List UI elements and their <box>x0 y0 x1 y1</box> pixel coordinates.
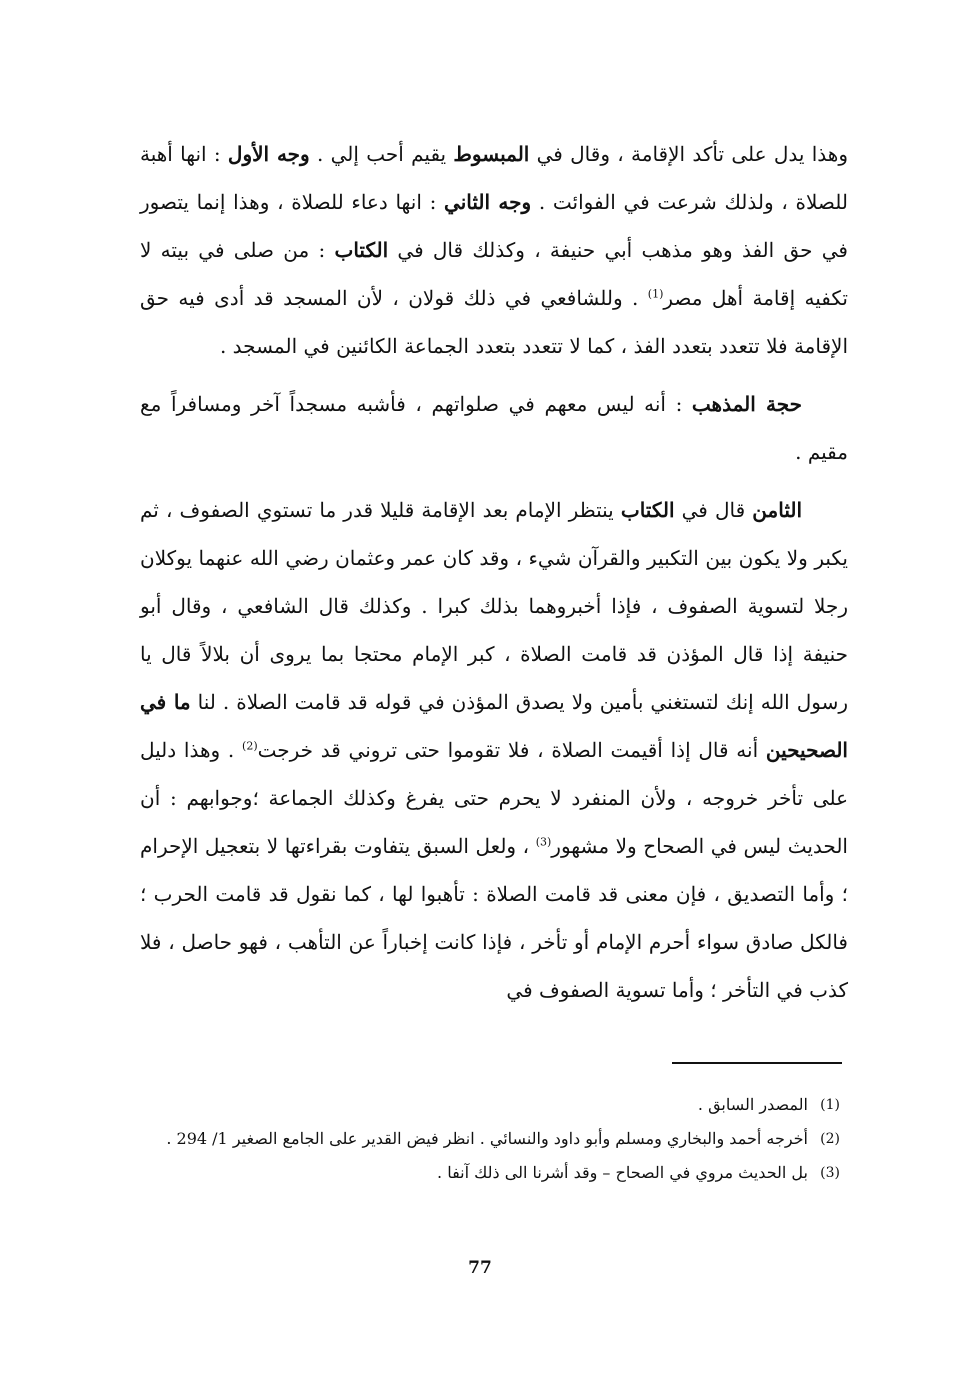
bold-term: وجه الأول <box>227 142 310 166</box>
text-run: . وهذا دليل على تأخر خروجه ، ولأن المنفرد لا يحرم حتى يفرغ وكذلك الجماعة ؛وجوابهم : أن الحديث ليس في الصحاح ولا مشهور <box>140 738 848 858</box>
text-run: قال في <box>674 498 753 522</box>
bold-term: ما في الصحيحين <box>140 690 848 762</box>
bold-term: الكتاب <box>334 238 389 262</box>
footnote-text: أخرجه أحمد والبخاري ومسلم وأبو داود والنسائي . انظر فيض القدير على الجامع الصغير 1/ 294 . <box>166 1129 808 1148</box>
footnote-reference[interactable]: (1) <box>647 287 664 301</box>
footnote-number: (2) <box>820 1131 840 1147</box>
bold-term: الثامن <box>752 498 802 522</box>
text-run: : من صلى في بيته لا تكفيه إقامة أهل مصر <box>140 238 848 310</box>
footnote-number: (1) <box>820 1097 840 1113</box>
footnotes <box>160 1090 840 1192</box>
footnote-reference[interactable]: (3) <box>535 835 552 849</box>
footnote-text: المصدر السابق . <box>697 1095 808 1114</box>
text-run: يقيم أحب إلي . <box>309 142 454 166</box>
text-run: : انها دعاء للصلاة ، وهذا إنما يتصور في حق الفذ وهو مذهب أبي حنيفة ، وكذلك قال في <box>140 190 848 262</box>
text-run: : انها أهبة للصلاة ، ولذلك شرعت في الفوائت . <box>140 142 848 214</box>
footnote-number: (3) <box>820 1165 840 1181</box>
paragraph-1 <box>140 130 848 370</box>
bold-term: المبسوط <box>453 142 530 166</box>
bold-term: وجه الثاني <box>444 190 532 214</box>
text-run: ينتظر الإمام بعد الإقامة قليلا قدر ما تستوي الصفوف ، ثم يكبر ولا يكون بين التكبير والقرآن شيء ، وقد كان عمر وعثمان رضي الله عنهما يوكلان رجلا لتسوية الصفوف ، فإذا أخبروهما بذلك كبرا . وكذلك قال الشافعي ، وقال أبو حنيفة إذا قال المؤذن قد قامت الصلاة ، كبر الإمام محتجا بما يروى أن بلالاً قال يا رسول الله إنك لتستغني بأمين ولا يصدق المؤذن في قوله قد قامت الصلاة . لنا <box>140 498 849 714</box>
footnote-item <box>160 1090 840 1120</box>
paragraph-2 <box>140 380 848 476</box>
text-run: ، ولعل السبق يتفاوت بقراءتها لا بتعجيل الإحرام ؛ وأما التصديق ، فإن معنى قد قامت الصلاة : تأهبوا لها ، كما نقول قد قامت الحرب ؛ فالكل صادق سواء أحرم الإمام أو تأخر ، فإذا كانت إخباراً عن التأهب ، فهو حاصل ، فلا كذب في التأخر ؛ وأما تسوية الصفوف في <box>140 834 848 1002</box>
text-run: : أنه ليس معهم في صلواتهم ، فأشبه مسجداً آخر ومسافراً مع مقيم . <box>140 392 848 464</box>
text-run: أنه قال إذا أقيمت الصلاة ، فلا تقوموا حتى تروني قد خرجت <box>257 738 766 762</box>
page-number: 77 <box>468 1258 492 1278</box>
footnote-text: بل الحديث مروي في الصحاح – وقد أشرنا الى ذلك آنفا . <box>437 1163 808 1182</box>
paragraph-3 <box>140 486 848 1014</box>
bold-term: حجة المذهب <box>691 392 803 416</box>
footnote-item <box>160 1158 840 1188</box>
bold-term: الكتاب <box>620 498 675 522</box>
footnote-reference[interactable]: (2) <box>242 739 258 753</box>
footnote-divider <box>672 1062 842 1064</box>
main-text <box>140 130 848 1014</box>
text-run: وهذا يدل على تأكد الإقامة ، وقال في <box>529 142 849 166</box>
footnote-item <box>160 1124 840 1154</box>
text-run: . وللشافعي في ذلك قولان ، لأن المسجد قد أدى فيه حق الإقامة فلا تتعدد بتعدد الفذ ، كما لا تتعدد بتعدد الجماعة الكائنين في المسجد . <box>140 286 848 358</box>
